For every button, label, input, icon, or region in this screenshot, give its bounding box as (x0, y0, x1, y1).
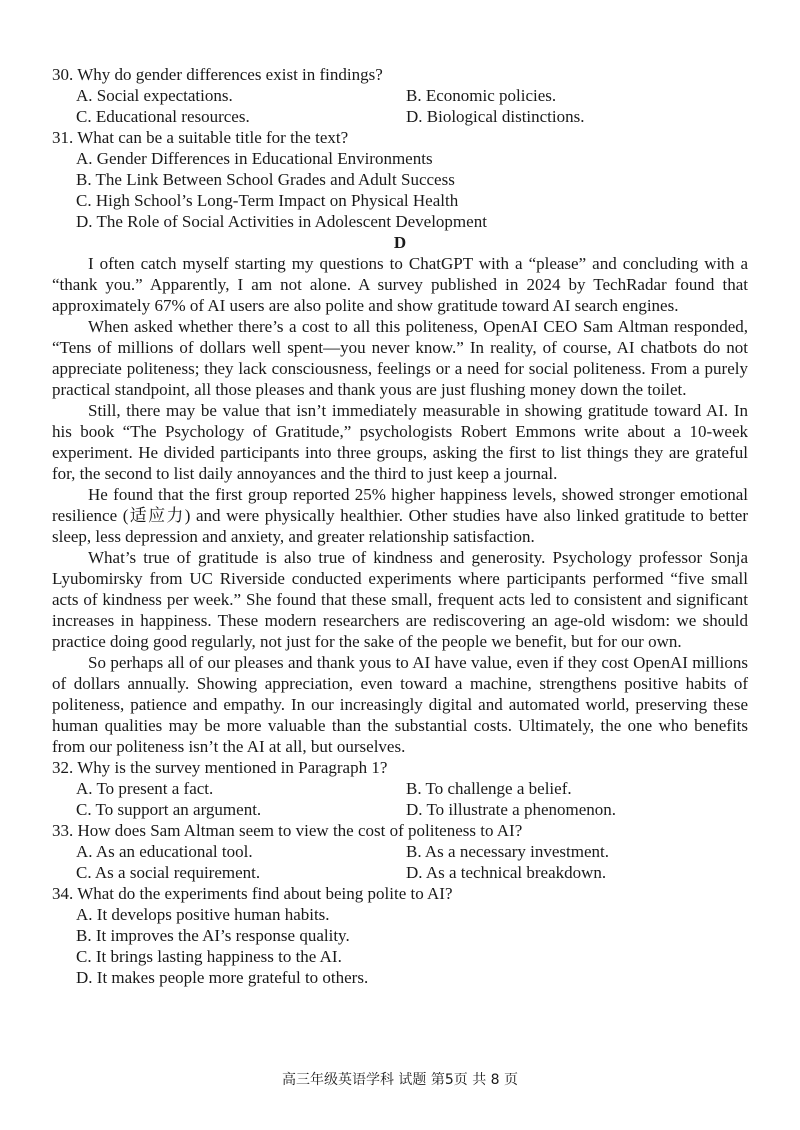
option-a: A. To present a fact. (76, 779, 214, 798)
option-b: B. To challenge a belief. (406, 779, 572, 798)
question-stem: 30. Why do gender differences exist in findings? (52, 65, 383, 84)
option-c: C. As a social requirement. (76, 863, 261, 882)
section-letter: D (393, 233, 407, 252)
option-d: D. To illustrate a phenomenon. (406, 800, 617, 819)
option-d: D. It makes people more grateful to others. (76, 968, 369, 987)
option-b: B. Economic policies. (406, 86, 557, 105)
option-d: D. The Role of Social Activities in Adolescent Development (76, 212, 487, 231)
question-31 (52, 127, 748, 232)
option-b: B. It improves the AI’s response quality. (76, 926, 350, 945)
question-stem: 34. What do the experiments find about being polite to AI? (52, 884, 453, 903)
option-b: B. As a necessary investment. (406, 842, 610, 861)
page-footer: 高三年级英语学科 试题 第5页 共 8 页 (281, 1072, 519, 1088)
paragraph-5: What’s true of gratitude is also true of kindness and generosity. Psychology professor Sonja Lyubomirsky from UC Riverside conducted experiments where participants performed “five small acts of kindness per week.” She found that these small, frequent acts led to consistent and significant increases in happiness. These modern researchers are rediscovering an age-old wisdom: we should practice doing good regularly, not just for the sake of the people we benefit, but for our own. (52, 548, 748, 651)
question-33 (52, 820, 748, 883)
question-stem: 32. Why is the survey mentioned in Paragraph 1? (52, 758, 388, 777)
option-d: D. Biological distinctions. (406, 107, 585, 126)
question-stem: 33. How does Sam Altman seem to view the cost of politeness to AI? (52, 821, 523, 840)
option-b: B. The Link Between School Grades and Adult Success (76, 170, 455, 189)
option-d: D. As a technical breakdown. (406, 863, 607, 882)
paragraph-6: So perhaps all of our pleases and thank yous to AI have value, even if they cost OpenAI millions of dollars annually. Showing appreciation, even toward a machine, strengthens positive habits of politeness, patience and empathy. In our increasingly digital and automated world, preserving these human qualities may be more valuable than the substantial costs. Ultimately, the one who benefits from our politeness isn’t the AI at all, but ourselves. (52, 653, 748, 756)
passage-d (52, 232, 748, 757)
option-c: C. It brings lasting happiness to the AI. (76, 947, 342, 966)
question-stem: 31. What can be a suitable title for the text? (52, 128, 349, 147)
option-a: A. Gender Differences in Educational Environments (76, 149, 433, 168)
paragraph-2: When asked whether there’s a cost to all this politeness, OpenAI CEO Sam Altman responded, “Tens of millions of dollars well spent—you never know.” In reality, of course, AI chatbots do not appreciate politeness; they lack consciousness, feelings or a need for social politeness. From a purely practical standpoint, all those pleases and thank yous are just flushing money down the toilet. (52, 317, 748, 399)
option-c: C. Educational resources. (76, 107, 250, 126)
question-32 (52, 757, 748, 820)
option-a: A. Social expectations. (76, 86, 233, 105)
option-c: C. To support an argument. (76, 800, 262, 819)
question-30 (52, 64, 748, 127)
option-c: C. High School’s Long-Term Impact on Physical Health (76, 191, 459, 210)
option-a: A. As an educational tool. (76, 842, 253, 861)
paragraph-4: He found that the first group reported 25% higher happiness levels, showed stronger emotional resilience (适应力) and were physically healthier. Other studies have also linked gratitude to better sleep, less depression and anxiety, and greater relationship satisfaction. (52, 485, 748, 546)
paragraph-1: I often catch myself starting my questions to ChatGPT with a “please” and concluding with a “thank you.” Apparently, I am not alone. A survey published in 2024 by TechRadar found that approximately 67% of AI users are also polite and show gratitude toward AI search engines. (52, 254, 748, 315)
option-a: A. It develops positive human habits. (76, 905, 330, 924)
paragraph-3: Still, there may be value that isn’t immediately measurable in showing gratitude toward AI. In his book “The Psychology of Gratitude,” psychologists Robert Emmons write about a 10-week experiment. He divided participants into three groups, asking the first to list things they are grateful for, the second to list daily annoyances and the third to just keep a journal. (52, 401, 748, 483)
question-34 (52, 883, 748, 988)
